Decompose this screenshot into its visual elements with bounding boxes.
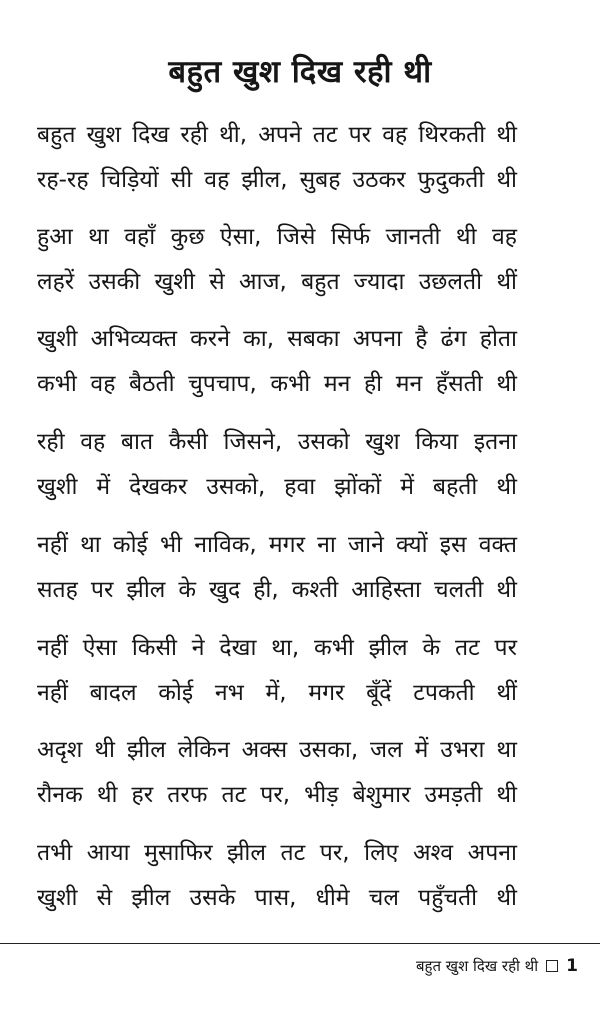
stanza — [37, 633, 517, 723]
footer-divider — [0, 943, 600, 944]
page-footer — [416, 955, 578, 977]
poem-line: हुआ था वहाँ कुछ ऐसा, जिसे सिर्फ जानती थी वह — [37, 224, 517, 250]
poem-line: लहरें उसकी खुशी से आज, बहुत ज्यादा उछलती थीं — [37, 269, 517, 295]
poem-line: खुशी अभिव्यक्त करने का, सबका अपना है ढंग होता — [37, 326, 517, 352]
poem-line: नहीं था कोई भी नाविक, मगर ना जाने क्यों इस वक्त — [37, 532, 517, 558]
stanza — [37, 838, 517, 928]
stanza — [37, 222, 517, 312]
stanza — [37, 120, 517, 210]
stanza — [37, 427, 517, 517]
poem-line: खुशी में देखकर उसको, हवा झोंकों में बहती थी — [37, 474, 517, 500]
poem-line: सतह पर झील के खुद ही, कश्ती आहिस्ता चलती थी — [37, 577, 517, 603]
poem-title: बहुत खुश दिख रही थी — [168, 54, 432, 90]
stanza — [37, 735, 517, 825]
poem-line: अदृश थी झील लेकिन अक्स उसका, जल में उभरा था — [37, 737, 517, 763]
running-title: बहुत खुश दिख रही थी — [415, 957, 539, 975]
page-number: 1 — [566, 956, 578, 976]
poem-line: रह-रह चिड़ियों सी वह झील, सुबह उठकर फुदुकती थी — [37, 167, 517, 193]
poem-line: रौनक थी हर तरफ तट पर, भीड़ बेशुमार उमड़ती थी — [37, 782, 517, 808]
stanza — [37, 324, 517, 414]
stanza — [37, 530, 517, 620]
square-box-icon — [546, 960, 558, 972]
poem-line: नहीं बादल कोई नभ में, मगर बूँदें टपकती थीं — [37, 680, 517, 706]
poem-line: नहीं ऐसा किसी ने देखा था, कभी झील के तट पर — [37, 635, 517, 661]
poem-line: खुशी से झील उसके पास, धीमे चल पहुँचती थी — [37, 885, 517, 911]
poem-line: तभी आया मुसाफिर झील तट पर, लिए अश्व अपना — [37, 840, 517, 866]
poem-line: रही वह बात कैसी जिसने, उसको खुश किया इतना — [37, 429, 517, 455]
poem-line: बहुत खुश दिख रही थी, अपने तट पर वह थिरकती थी — [37, 122, 517, 148]
poem-line: कभी वह बैठती चुपचाप, कभी मन ही मन हँसती थी — [37, 371, 517, 397]
